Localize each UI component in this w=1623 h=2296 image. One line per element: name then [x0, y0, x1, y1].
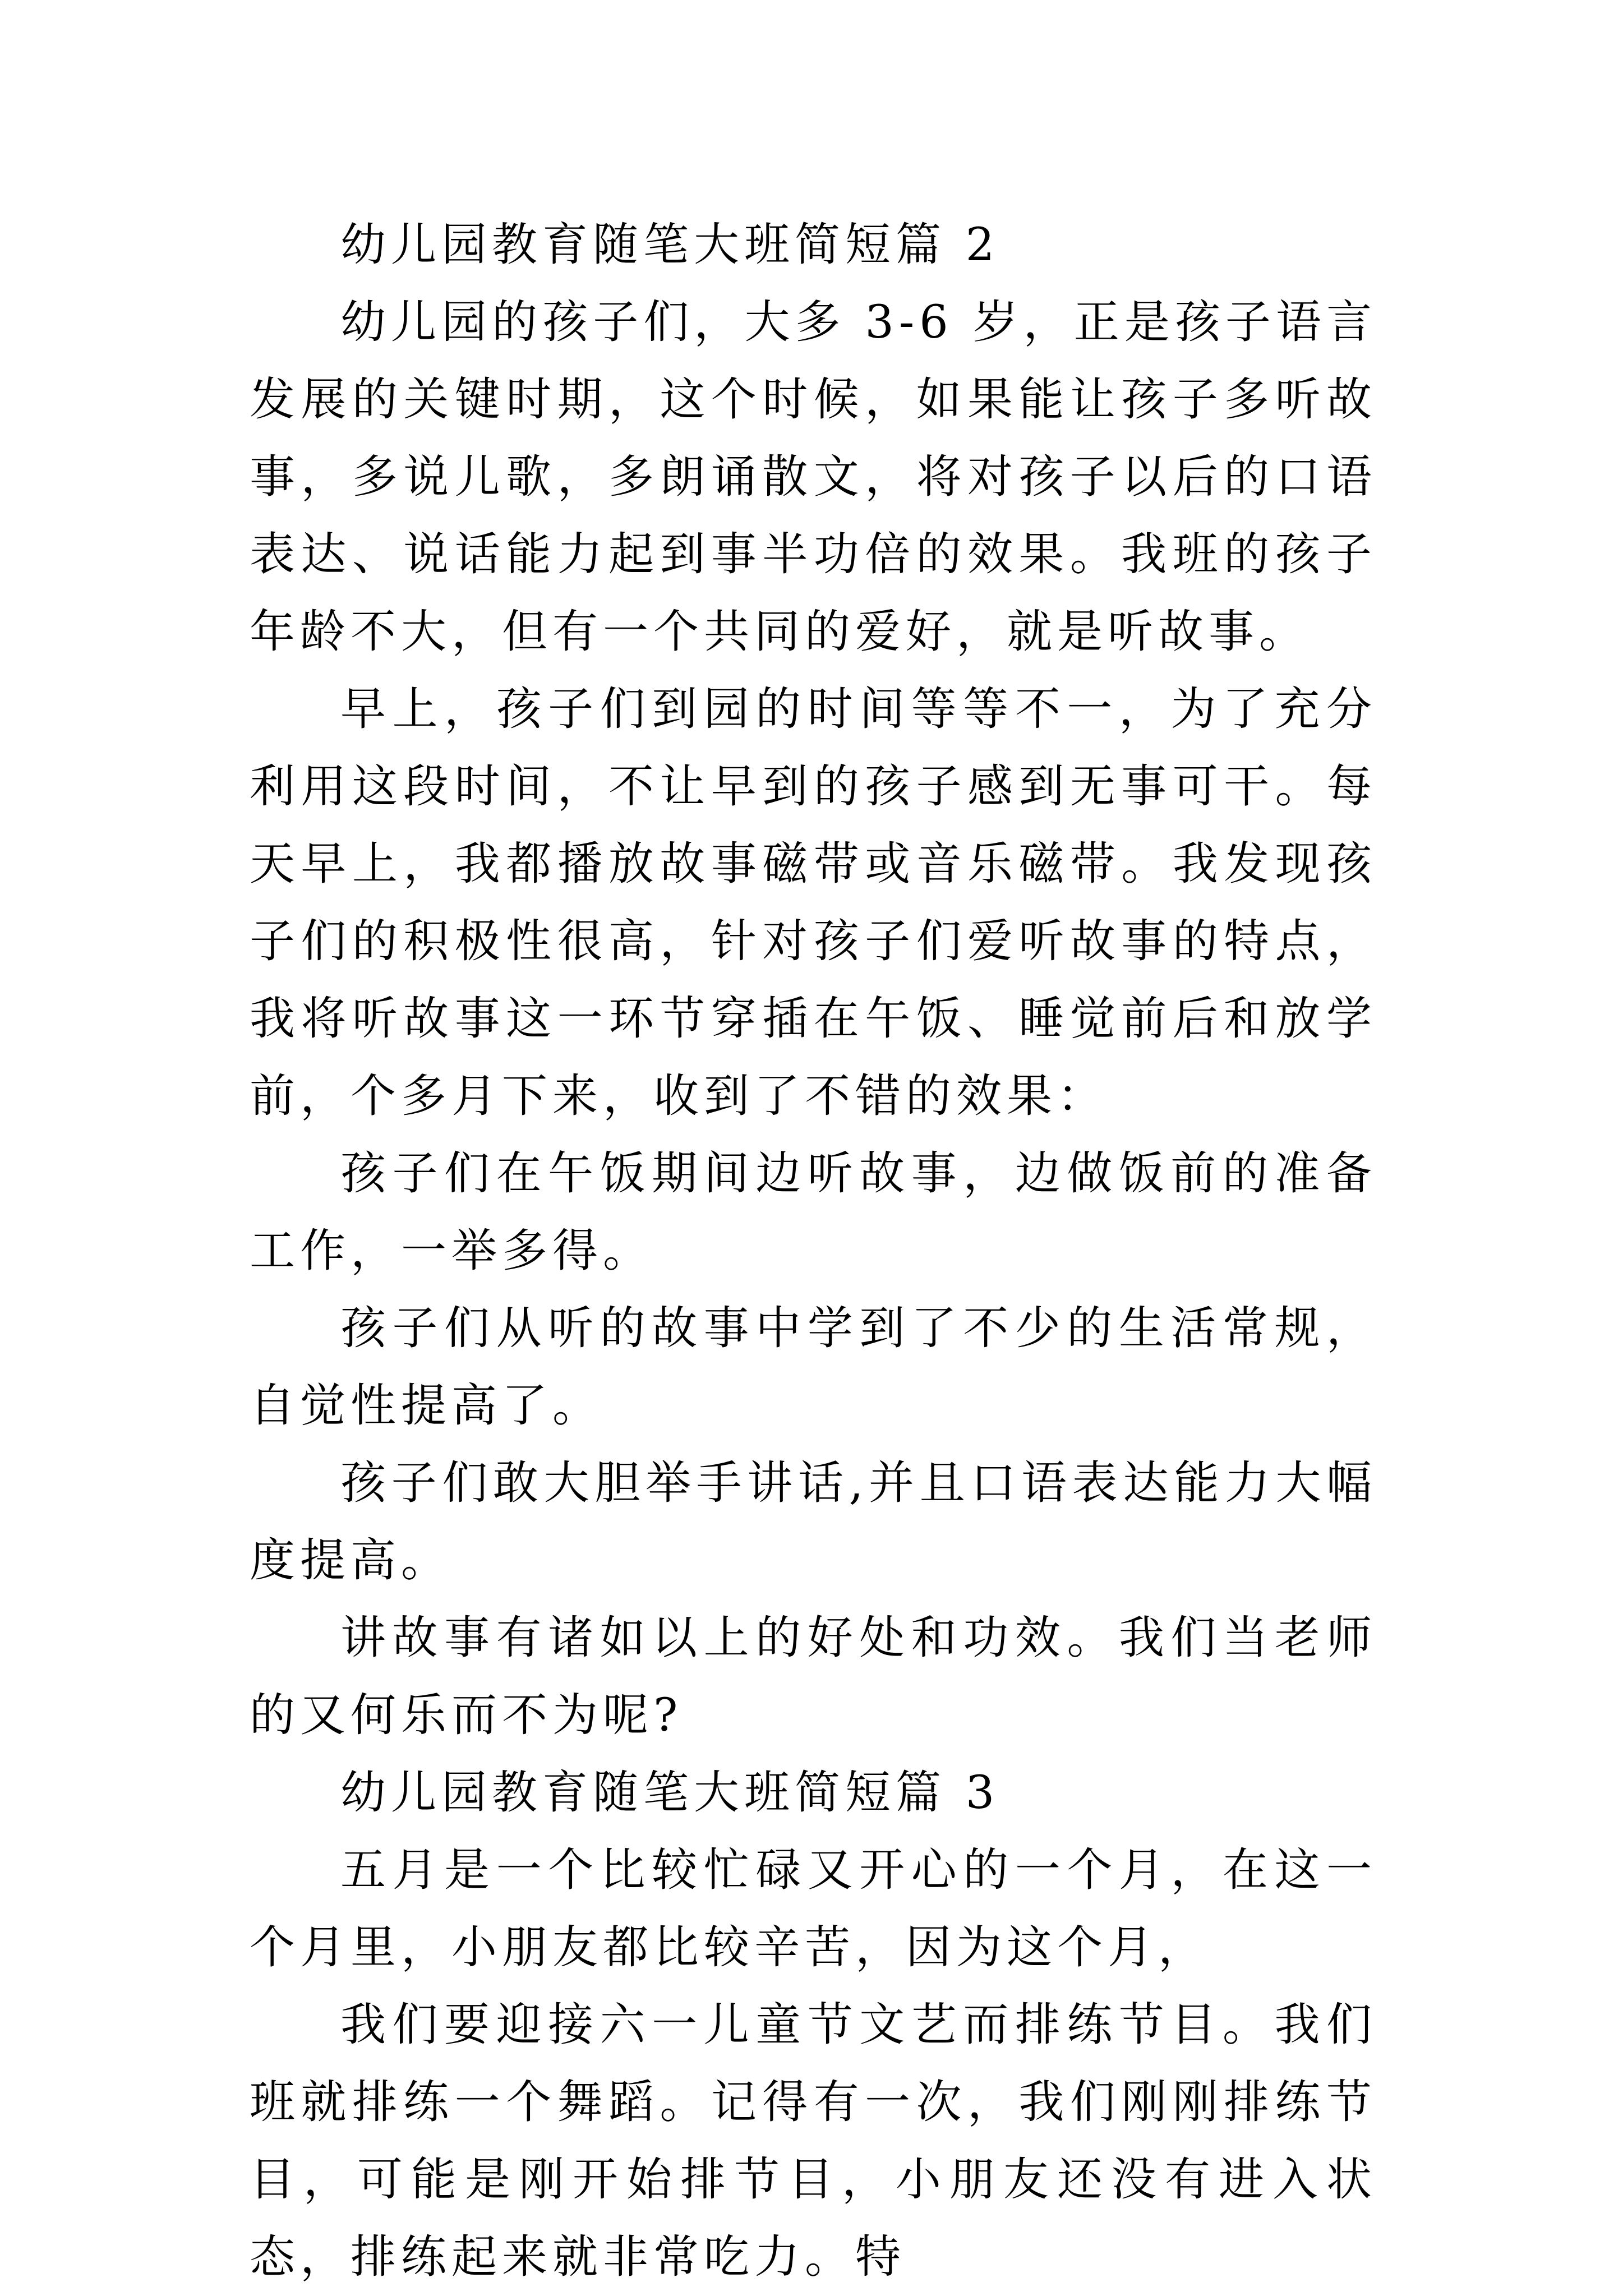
section-heading: 幼儿园教育随笔大班简短篇 2: [340, 219, 1000, 271]
document-page: [250, 206, 1377, 2296]
section-heading: 幼儿园教育随笔大班简短篇 3: [340, 1767, 1000, 1819]
paragraph: 五月是一个比较忙碌又开心的一个月，在这一个月里，小朋友都比较辛苦，因为这个月，: [250, 1844, 1377, 1974]
paragraph: 孩子们从听的故事中学到了不少的生活常规，自觉性提高了。: [250, 1302, 1377, 1432]
paragraph: 我们要迎接六一儿童节文艺而排练节目。我们班就排练一个舞蹈。记得有一次，我们刚刚排练节目，可能是刚开始排节目，小朋友还没有进入状态，排练起来就非常吃力。特: [250, 1999, 1377, 2284]
paragraph: 早上，孩子们到园的时间等等不一，为了充分利用这段时间，不让早到的孩子感到无事可干。每天早上，我都播放故事磁带或音乐磁带。我发现孩子们的积极性很高，针对孩子们爱听故事的特点，我将听故事这一环节穿插在午饭、睡觉前后和放学前，个多月下来，收到了不错的效果：: [250, 683, 1377, 1123]
paragraph: 孩子们在午饭期间边听故事，边做饭前的准备工作，一举多得。: [250, 1147, 1377, 1278]
paragraph: 孩子们敢大胆举手讲话,并且口语表达能力大幅度提高。: [250, 1457, 1377, 1587]
paragraph: 幼儿园的孩子们，大多 3-6 岁，正是孩子语言发展的关键时期，这个时候，如果能让孩子多听故事，多说儿歌，多朗诵散文，将对孩子以后的口语表达、说话能力起到事半功倍的效果。我班的孩子年龄不大，但有一个共同的爱好，就是听故事。: [250, 296, 1377, 658]
paragraph: 讲故事有诸如以上的好处和功效。我们当老师的又何乐而不为呢?: [250, 1612, 1377, 1742]
